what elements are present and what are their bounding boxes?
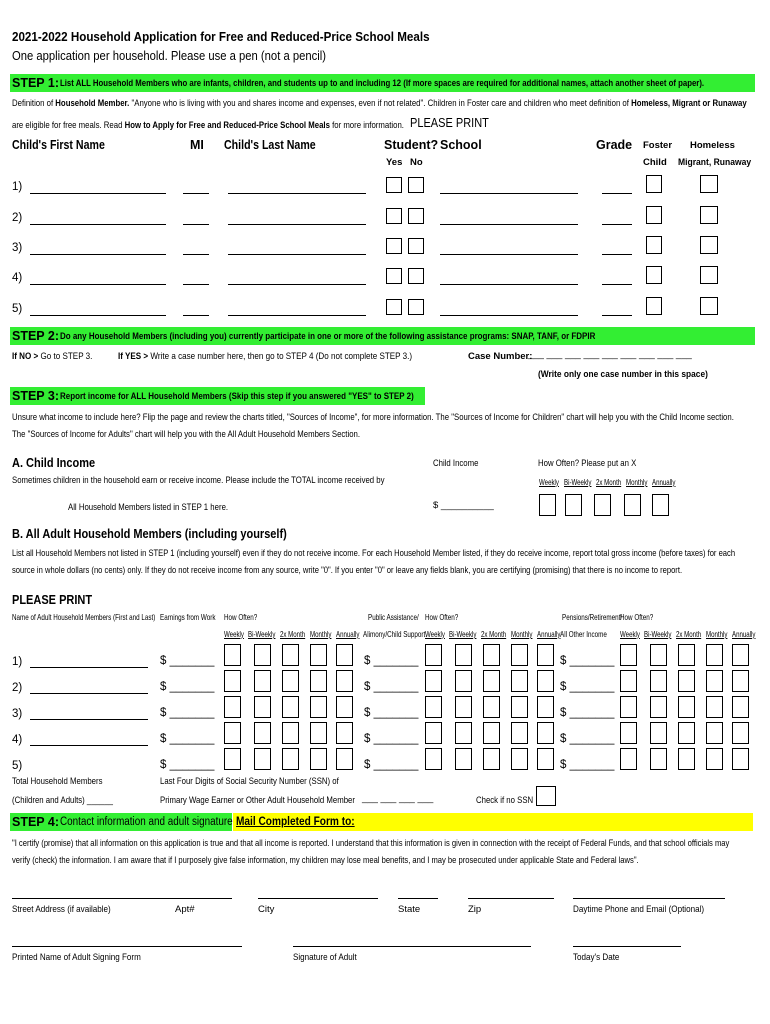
adult-freq-checkbox[interactable] <box>425 748 442 770</box>
child-mi-line[interactable] <box>183 284 209 285</box>
grade-line[interactable] <box>602 315 632 316</box>
adult-name-line[interactable] <box>30 693 148 694</box>
ssn-label-1: Last Four Digits of Social Security Number (SSN) of <box>160 776 339 787</box>
child-mi-line[interactable] <box>183 193 209 194</box>
student-no-checkbox[interactable] <box>408 177 424 193</box>
foster-child-checkbox[interactable] <box>646 266 662 284</box>
form-title: 2021-2022 Household Application for Free and Reduced-Price School Meals <box>12 30 430 44</box>
adult-freq-checkbox[interactable] <box>650 670 667 692</box>
col-public-2: Alimony/Child Support <box>363 629 426 639</box>
child-first-name-line[interactable] <box>30 284 166 285</box>
adult-name-line[interactable] <box>30 719 148 720</box>
adult-freq-checkbox[interactable] <box>706 696 723 718</box>
adult-freq-checkbox[interactable] <box>254 670 271 692</box>
child-income-text: Sometimes children in the household earn or receive income. Please include the TOTAL income received by <box>12 475 385 486</box>
adult-freq-checkbox[interactable] <box>732 722 749 744</box>
adult-freq-checkbox[interactable] <box>537 722 554 744</box>
street-label: Street Address (if available) <box>12 904 111 915</box>
adult-freq-checkbox[interactable] <box>254 748 271 770</box>
homeless-checkbox[interactable] <box>700 175 718 193</box>
adult-freq-checkbox[interactable] <box>678 722 695 744</box>
col-earnings: Earnings from Work <box>160 612 216 622</box>
adult-freq-checkbox[interactable] <box>282 748 299 770</box>
child-first-name-line[interactable] <box>30 254 166 255</box>
certify-text-2: verify (check) the information. I am aware that if I purposely give false information, my children may lose meal benefits, and I may be prosecuted under applicable State and Federal laws". <box>12 855 639 866</box>
child-mi-line[interactable] <box>183 224 209 225</box>
child-freq-weekly: Weekly <box>539 477 559 487</box>
other-income-amount[interactable]: $ _______ <box>560 759 615 771</box>
child-income-label: Child Income <box>433 458 479 469</box>
adult-freq-checkbox[interactable] <box>511 696 528 718</box>
public-assistance-amount[interactable]: $ _______ <box>364 681 419 693</box>
adult-freq-label: Monthly <box>310 629 332 639</box>
adult-freq-checkbox[interactable] <box>425 696 442 718</box>
adult-freq-checkbox[interactable] <box>732 644 749 666</box>
zip-label: Zip <box>468 904 482 915</box>
adult-freq-checkbox[interactable] <box>282 644 299 666</box>
adult-freq-checkbox[interactable] <box>336 748 353 770</box>
child-freq-checkbox[interactable] <box>565 494 582 516</box>
col-how-often-3: How Often? <box>620 612 654 622</box>
child-income-title: A. Child Income <box>12 456 96 470</box>
child-freq-checkbox[interactable] <box>594 494 611 516</box>
adult-freq-label: Annually <box>732 629 756 639</box>
student-yes-checkbox[interactable] <box>386 177 402 193</box>
adult-income-text-1: List all Household Members not listed in STEP 1 (including yourself) even if they do not receive income. For each Household Member listed, if they do receive income, report total gross income (before taxes) for each <box>12 548 736 559</box>
adult-freq-checkbox[interactable] <box>537 670 554 692</box>
adult-freq-checkbox[interactable] <box>224 644 241 666</box>
homeless-checkbox[interactable] <box>700 266 718 284</box>
mail-completed-form: Mail Completed Form to: <box>236 816 355 828</box>
adult-freq-checkbox[interactable] <box>310 696 327 718</box>
adult-freq-checkbox[interactable] <box>455 748 472 770</box>
child-row-number: 2) <box>12 212 23 224</box>
adult-freq-checkbox[interactable] <box>455 644 472 666</box>
adult-freq-label: Bi-Weekly <box>248 629 276 639</box>
col-homeless-1: Homeless <box>690 140 735 151</box>
student-no-checkbox[interactable] <box>408 299 424 315</box>
adult-row-number: 3) <box>12 708 23 720</box>
public-assistance-amount[interactable]: $ _______ <box>364 655 419 667</box>
earnings-amount[interactable]: $ _______ <box>160 681 215 693</box>
adult-freq-checkbox[interactable] <box>483 670 500 692</box>
step2-if-no: If NO > Go to STEP 3. <box>12 351 93 362</box>
col-grade: Grade <box>596 138 633 152</box>
col-no: No <box>410 157 423 168</box>
child-row-number: 1) <box>12 181 23 193</box>
adult-freq-checkbox[interactable] <box>310 644 327 666</box>
foster-child-checkbox[interactable] <box>646 236 662 254</box>
state-label: State <box>398 904 421 915</box>
adult-freq-checkbox[interactable] <box>678 670 695 692</box>
eligible-note: are eligible for free meals. Read How to Apply for Free and Reduced-Price School Meals for more information. <box>12 120 404 131</box>
child-freq-checkbox[interactable] <box>624 494 641 516</box>
adult-freq-checkbox[interactable] <box>706 644 723 666</box>
step2-text: Do any Household Members (including you) currently participate in one or more of the following assistance programs: SNAP, TANF, or FDPIR <box>60 331 596 342</box>
child-row-number: 3) <box>12 242 23 254</box>
phone-label: Daytime Phone and Email (Optional) <box>573 904 705 915</box>
adult-freq-checkbox[interactable] <box>537 696 554 718</box>
child-first-name-line[interactable] <box>30 315 166 316</box>
child-freq-2x-month: 2x Month <box>596 477 622 487</box>
adult-freq-checkbox[interactable] <box>511 644 528 666</box>
total-household-2[interactable]: (Children and Adults) ______ <box>12 795 113 806</box>
adult-freq-checkbox[interactable] <box>254 696 271 718</box>
child-first-name-line[interactable] <box>30 224 166 225</box>
school-line[interactable] <box>440 284 578 285</box>
adult-name-line[interactable] <box>30 745 148 746</box>
grade-line[interactable] <box>602 193 632 194</box>
adult-freq-checkbox[interactable] <box>650 722 667 744</box>
col-student: Student? <box>384 138 439 152</box>
adult-freq-checkbox[interactable] <box>336 696 353 718</box>
adult-freq-checkbox[interactable] <box>678 748 695 770</box>
adult-freq-checkbox[interactable] <box>282 722 299 744</box>
public-assistance-amount[interactable]: $ _______ <box>364 759 419 771</box>
adult-freq-checkbox[interactable] <box>537 644 554 666</box>
adult-freq-label: Weekly <box>425 629 445 639</box>
child-last-name-line[interactable] <box>228 193 366 194</box>
step3-text: Report income for ALL Household Members (Skip this step if you answered "YES" to STEP 2) <box>60 391 414 402</box>
adult-freq-checkbox[interactable] <box>732 748 749 770</box>
adult-freq-checkbox[interactable] <box>620 748 637 770</box>
adult-freq-checkbox[interactable] <box>310 722 327 744</box>
col-how-often-2: How Often? <box>425 612 459 622</box>
adult-freq-label: 2x Month <box>676 629 702 639</box>
total-household-1: Total Household Members <box>12 776 103 787</box>
adult-freq-checkbox[interactable] <box>282 696 299 718</box>
adult-row-number: 5) <box>12 760 23 772</box>
step4-text: Contact information and adult signature <box>60 816 233 828</box>
student-yes-checkbox[interactable] <box>386 208 402 224</box>
step3-unsure-2: The "Sources of Income for Adults" chart will help you with the All Adult Household Members Section. <box>12 429 361 440</box>
student-yes-checkbox[interactable] <box>386 238 402 254</box>
homeless-checkbox[interactable] <box>700 236 718 254</box>
adult-freq-checkbox[interactable] <box>511 722 528 744</box>
child-row-number: 5) <box>12 303 23 315</box>
student-yes-checkbox[interactable] <box>386 268 402 284</box>
adult-freq-checkbox[interactable] <box>732 696 749 718</box>
how-often-put-x: How Often? Please put an X <box>538 458 637 469</box>
school-line[interactable] <box>440 224 578 225</box>
adult-income-title: B. All Adult Household Members (including yourself) <box>12 527 287 541</box>
case-number-label: Case Number: <box>468 351 533 362</box>
adult-freq-checkbox[interactable] <box>706 748 723 770</box>
certify-text-1: "I certify (promise) that all information on this application is true and that all income is reported. I understand that this information is given in connection with the receipt of Federal Funds, and that school officials may <box>12 838 730 849</box>
adult-freq-checkbox[interactable] <box>425 670 442 692</box>
adult-row-number: 2) <box>12 682 23 694</box>
date-label: Today's Date <box>573 952 620 963</box>
printed-name-line[interactable] <box>12 946 242 947</box>
child-mi-line[interactable] <box>183 315 209 316</box>
adult-row-number: 4) <box>12 734 23 746</box>
adult-please-print: PLEASE PRINT <box>12 593 93 607</box>
school-line[interactable] <box>440 254 578 255</box>
household-member-definition: Definition of Household Member. "Anyone who is living with you and shares income and expenses, even if not related". Children in Foster care and children who meet definition of Homeless, Migrant or Runaway <box>12 98 747 109</box>
step2-if-yes: If YES > Write a case number here, then go to STEP 4 (Do not complete STEP 3.) <box>118 351 413 362</box>
step3-unsure-1: Unsure what income to include here? Flip the page and review the charts titled, "Sources of Income", for more information. The "Sources of Income for Children" chart will help you with the Child Income section. <box>12 412 734 423</box>
step1-text: List ALL Household Members who are infants, children, and students up to and including 12 (If more spaces are required for additional names, attach another sheet of paper). <box>60 78 705 89</box>
state-line[interactable] <box>398 898 438 899</box>
adult-row-number: 1) <box>12 656 23 668</box>
student-no-checkbox[interactable] <box>408 208 424 224</box>
col-pensions-1: Pensions/Retirement/ <box>562 612 623 622</box>
adult-freq-label: Weekly <box>224 629 244 639</box>
child-freq-monthly: Monthly <box>626 477 648 487</box>
adult-freq-checkbox[interactable] <box>254 644 271 666</box>
child-last-name-line[interactable] <box>228 315 366 316</box>
col-foster-1: Foster <box>643 140 673 151</box>
col-child-first-name: Child's First Name <box>12 138 105 152</box>
adult-freq-checkbox[interactable] <box>336 722 353 744</box>
child-freq-checkbox[interactable] <box>539 494 556 516</box>
adult-freq-checkbox[interactable] <box>483 696 500 718</box>
case-number-note: (Write only one case number in this space) <box>538 369 708 380</box>
school-line[interactable] <box>440 315 578 316</box>
adult-freq-checkbox[interactable] <box>650 748 667 770</box>
printed-name-label: Printed Name of Adult Signing Form <box>12 952 141 963</box>
step4-label: STEP 4: <box>12 815 60 829</box>
col-homeless-2: Migrant, Runaway <box>678 157 752 168</box>
child-income-amount[interactable]: $ __________ <box>433 500 494 511</box>
adult-freq-label: Monthly <box>511 629 533 639</box>
adult-freq-checkbox[interactable] <box>650 696 667 718</box>
city-line[interactable] <box>258 898 378 899</box>
child-freq-annually: Annually <box>652 477 676 487</box>
adult-freq-checkbox[interactable] <box>224 722 241 744</box>
adult-freq-checkbox[interactable] <box>706 722 723 744</box>
earnings-amount[interactable]: $ _______ <box>160 733 215 745</box>
adult-freq-checkbox[interactable] <box>732 670 749 692</box>
child-row-number: 4) <box>12 272 23 284</box>
earnings-amount[interactable]: $ _______ <box>160 759 215 771</box>
foster-child-checkbox[interactable] <box>646 175 662 193</box>
child-income-members: All Household Members listed in STEP 1 here. <box>68 502 229 513</box>
student-yes-checkbox[interactable] <box>386 299 402 315</box>
child-first-name-line[interactable] <box>30 193 166 194</box>
adult-freq-checkbox[interactable] <box>224 670 241 692</box>
adult-freq-checkbox[interactable] <box>620 644 637 666</box>
adult-freq-checkbox[interactable] <box>650 644 667 666</box>
child-mi-line[interactable] <box>183 254 209 255</box>
col-pensions-2: All Other Income <box>560 629 607 639</box>
child-last-name-line[interactable] <box>228 284 366 285</box>
homeless-checkbox[interactable] <box>700 297 718 315</box>
adult-income-text-2: source in whole dollars (no cents) only. If they do not receive income from any source, write "0". If you enter "0" or leave any fields blank, you are certifying (promising) that there is no income to report. <box>12 565 683 576</box>
step2-label: STEP 2: <box>12 329 60 343</box>
adult-freq-label: 2x Month <box>280 629 306 639</box>
foster-child-checkbox[interactable] <box>646 297 662 315</box>
adult-freq-checkbox[interactable] <box>455 670 472 692</box>
adult-freq-checkbox[interactable] <box>706 670 723 692</box>
adult-freq-checkbox[interactable] <box>455 696 472 718</box>
signature-line[interactable] <box>293 946 531 947</box>
col-child-last-name: Child's Last Name <box>224 138 316 152</box>
adult-freq-checkbox[interactable] <box>483 644 500 666</box>
grade-line[interactable] <box>602 254 632 255</box>
adult-freq-checkbox[interactable] <box>620 722 637 744</box>
street-line[interactable] <box>12 898 232 899</box>
grade-line[interactable] <box>602 284 632 285</box>
col-mi: MI <box>190 138 204 152</box>
adult-freq-checkbox[interactable] <box>224 696 241 718</box>
col-how-often-1: How Often? <box>224 612 258 622</box>
adult-freq-checkbox[interactable] <box>455 722 472 744</box>
adult-freq-checkbox[interactable] <box>483 748 500 770</box>
child-last-name-line[interactable] <box>228 224 366 225</box>
adult-freq-label: Bi-Weekly <box>449 629 477 639</box>
col-foster-2: Child <box>643 157 667 168</box>
no-ssn-label: Check if no SSN <box>476 795 534 806</box>
adult-freq-checkbox[interactable] <box>511 748 528 770</box>
other-income-amount[interactable]: $ _______ <box>560 733 615 745</box>
public-assistance-amount[interactable]: $ _______ <box>364 733 419 745</box>
earnings-amount[interactable]: $ _______ <box>160 707 215 719</box>
other-income-amount[interactable]: $ _______ <box>560 655 615 667</box>
ssn-field[interactable]: ___ ___ ___ ___ <box>362 793 434 804</box>
adult-freq-checkbox[interactable] <box>282 670 299 692</box>
foster-child-checkbox[interactable] <box>646 206 662 224</box>
zip-line[interactable] <box>468 898 554 899</box>
adult-freq-label: Annually <box>336 629 360 639</box>
school-line[interactable] <box>440 193 578 194</box>
adult-freq-checkbox[interactable] <box>336 644 353 666</box>
date-line[interactable] <box>573 946 681 947</box>
signature-label: Signature of Adult <box>293 952 357 963</box>
col-yes: Yes <box>386 157 403 168</box>
adult-name-line[interactable] <box>30 667 148 668</box>
phone-line[interactable] <box>573 898 725 899</box>
adult-freq-checkbox[interactable] <box>511 670 528 692</box>
col-adult-name: Name of Adult Household Members (First and Last) <box>12 612 156 622</box>
adult-freq-checkbox[interactable] <box>620 696 637 718</box>
adult-freq-checkbox[interactable] <box>336 670 353 692</box>
adult-freq-checkbox[interactable] <box>425 722 442 744</box>
earnings-amount[interactable]: $ _______ <box>160 655 215 667</box>
case-number-field[interactable]: ___ ___ ___ ___ ___ ___ ___ ___ ___ <box>528 349 692 360</box>
child-freq-bi-weekly: Bi-Weekly <box>564 477 592 487</box>
student-no-checkbox[interactable] <box>408 268 424 284</box>
adult-freq-checkbox[interactable] <box>425 644 442 666</box>
student-no-checkbox[interactable] <box>408 238 424 254</box>
step1-label: STEP 1: <box>12 76 60 90</box>
no-ssn-checkbox[interactable] <box>536 786 556 806</box>
adult-freq-label: Weekly <box>620 629 640 639</box>
col-school: School <box>440 138 482 152</box>
step1-please-print: PLEASE PRINT <box>410 116 489 130</box>
step3-label: STEP 3: <box>12 389 60 403</box>
adult-freq-label: Monthly <box>706 629 728 639</box>
adult-freq-label: 2x Month <box>481 629 507 639</box>
ssn-label-2: Primary Wage Earner or Other Adult Household Member <box>160 795 355 806</box>
adult-freq-checkbox[interactable] <box>310 670 327 692</box>
col-public-1: Public Assistance/ <box>368 612 419 622</box>
child-last-name-line[interactable] <box>228 254 366 255</box>
adult-freq-checkbox[interactable] <box>678 644 695 666</box>
other-income-amount[interactable]: $ _______ <box>560 681 615 693</box>
city-label: City <box>258 904 275 915</box>
form-subtitle: One application per household. Please use a pen (not a pencil) <box>12 49 326 63</box>
adult-freq-label: Annually <box>537 629 561 639</box>
grade-line[interactable] <box>602 224 632 225</box>
other-income-amount[interactable]: $ _______ <box>560 707 615 719</box>
public-assistance-amount[interactable]: $ _______ <box>364 707 419 719</box>
apt-label: Apt# <box>175 904 195 915</box>
adult-freq-checkbox[interactable] <box>537 748 554 770</box>
adult-freq-checkbox[interactable] <box>620 670 637 692</box>
adult-freq-checkbox[interactable] <box>678 696 695 718</box>
homeless-checkbox[interactable] <box>700 206 718 224</box>
adult-freq-label: Bi-Weekly <box>644 629 672 639</box>
adult-freq-checkbox[interactable] <box>483 722 500 744</box>
adult-freq-checkbox[interactable] <box>310 748 327 770</box>
adult-freq-checkbox[interactable] <box>224 748 241 770</box>
adult-freq-checkbox[interactable] <box>254 722 271 744</box>
child-freq-checkbox[interactable] <box>652 494 669 516</box>
